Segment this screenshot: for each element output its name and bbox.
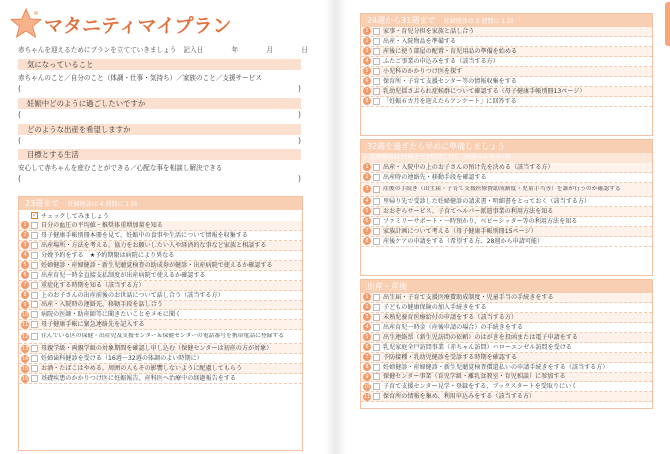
item-text: 乳幼児揺さぶられ症候群について確認する（母子健康手帳別冊13ページ）	[383, 87, 586, 95]
checked-box-icon: ✓	[32, 212, 38, 219]
checkbox[interactable]	[31, 321, 38, 328]
item-text: 出産・入院時の連絡先、移動手段を話し合う	[41, 301, 163, 309]
item-text: 保育所の情報を集め、利用申込みをする（該当する方）	[383, 393, 536, 401]
star-icon	[10, 8, 42, 40]
checklist-item	[19, 301, 302, 311]
item-number: 3	[363, 185, 371, 193]
birth-wish-heading: どのような出産を希望しますか	[18, 124, 301, 135]
date-label: 記入日	[183, 46, 204, 54]
section-title: 24週から31週まで	[367, 16, 436, 25]
pregnancy-wish-heading: 妊娠中どのように過ごしたいですか	[18, 98, 301, 109]
checklist-item	[361, 77, 652, 87]
item-number: 10	[363, 383, 371, 390]
item-number: 1	[363, 293, 371, 301]
checkbox[interactable]	[373, 294, 380, 301]
item-number: 1	[363, 27, 371, 35]
page-tab	[665, 2, 670, 46]
item-number: 3	[21, 241, 29, 249]
checkbox[interactable]	[373, 334, 380, 341]
checkbox[interactable]	[31, 333, 38, 340]
check-header	[19, 210, 302, 221]
checkbox[interactable]	[373, 383, 380, 390]
checkbox[interactable]	[31, 252, 38, 259]
checklist-item	[361, 87, 652, 97]
day-label: 日	[301, 46, 308, 54]
item-text: 出生届・子育て支援医療費助成制度・児童手当の手続きをする	[383, 293, 554, 301]
page-title: マタニティマイプラン	[44, 14, 232, 37]
item-number: 9	[363, 373, 371, 381]
checkbox[interactable]	[373, 28, 380, 35]
item-text: 病院の医師・助産師等に聞きたいことをメモに聞く	[41, 311, 182, 319]
checkbox[interactable]	[373, 186, 380, 193]
item-number: 5	[21, 261, 29, 269]
item-number: 4	[363, 197, 371, 205]
item-number: 2	[363, 173, 371, 181]
concerns-sub: 赤ちゃんのこと／自分のこと（体調・仕事・気持ち）／家族のこと／支援サービス	[18, 74, 262, 82]
checklist-item	[361, 373, 652, 383]
left-page	[0, 0, 325, 454]
checklist-item	[19, 251, 302, 261]
checkbox[interactable]	[373, 88, 380, 95]
checklist-item	[361, 237, 652, 247]
section-title: 23週まで	[25, 199, 60, 208]
item-number: 4	[363, 57, 371, 65]
item-text: 住んでいる区の保健・出産児及支援センター＆保健センターの電話番号を携帯電話に登録する	[41, 333, 285, 340]
item-text: 妊婦歯科健診を受ける（16週～32週の体調のよい時期に）	[41, 355, 203, 363]
item-text: 小児科のかかりつけ医を探す	[383, 67, 463, 75]
pregnancy-wish-field[interactable]	[18, 110, 301, 120]
item-text: 産後ケアの申請をする（希望する方、28週から申請可能）	[383, 237, 544, 245]
checklist	[361, 293, 652, 402]
checkbox[interactable]	[31, 282, 38, 289]
checkbox[interactable]	[31, 222, 38, 229]
item-text: 出産育児一時金直接支払制度が出産病院で使えるか確認する	[41, 271, 206, 279]
item-text: 母子健康手帳に緊急連絡先を記入する	[41, 321, 145, 329]
checklist-item	[361, 207, 652, 217]
checkbox[interactable]	[373, 164, 380, 171]
checkbox[interactable]	[373, 393, 380, 400]
checklist-item	[361, 313, 652, 323]
birth-wish-field[interactable]	[18, 136, 301, 146]
concerns-heading: 気になっていること	[18, 59, 301, 70]
checklist	[361, 163, 652, 247]
checklist-item	[19, 330, 302, 344]
item-number: 4	[21, 251, 29, 259]
checklist-item	[19, 320, 302, 330]
item-text: お酒・たばこはやめる。周囲の人もその影響しないように配慮してもらう	[41, 365, 243, 373]
checkbox[interactable]	[373, 238, 380, 245]
section-header	[361, 280, 652, 293]
checklist-item	[361, 353, 652, 363]
item-number: 16	[21, 375, 29, 382]
checklist-item	[361, 163, 652, 173]
item-number: 5	[363, 67, 371, 75]
checkbox[interactable]	[31, 292, 38, 299]
checkbox[interactable]	[31, 272, 38, 279]
item-text: 予防接種・乳幼児健診を受診する時期を確認する	[383, 353, 518, 361]
item-text: 「妊娠６カ月を迎えたらアンケート」に回答する	[383, 97, 517, 105]
paren-open: (	[18, 110, 22, 119]
item-number: 12	[21, 333, 29, 340]
checkbox[interactable]	[373, 218, 380, 225]
item-text: 妊婦健診・産婦健診・新生児聴覚検査の助成券が健診・出産病院で使えるか確認する	[41, 261, 273, 269]
checklist-item	[361, 57, 652, 67]
section-header	[361, 14, 652, 27]
intro-text: 赤ちゃんを迎えるためにプランを立てていきましょう	[18, 46, 177, 54]
section-24-31-weeks	[360, 13, 653, 136]
checklist-item	[19, 344, 302, 354]
checklist-item	[361, 67, 652, 77]
year-label: 年	[231, 46, 239, 54]
checkbox[interactable]	[31, 262, 38, 269]
item-text: 分娩予約をする ★予約期限は病院により異なる	[41, 251, 175, 259]
item-text: 出産・入院中の上のお子さんの預け先を決める（該当する方）	[383, 163, 554, 171]
checkbox[interactable]	[373, 364, 380, 371]
item-number: 1	[363, 163, 371, 171]
goal-heading: 目標とする生活	[18, 149, 301, 160]
item-number: 9	[21, 301, 29, 309]
item-number: 2	[21, 231, 29, 239]
check-label: チェックしてみましょう	[41, 213, 109, 220]
paren-close: )	[297, 174, 301, 183]
item-number: 6	[363, 217, 371, 225]
checklist-item	[361, 173, 652, 183]
month-label: 月	[266, 46, 273, 54]
checkbox[interactable]	[373, 174, 380, 181]
checklist-item	[19, 354, 302, 364]
checklist-item	[361, 392, 652, 402]
item-number: 6	[21, 271, 29, 279]
checkbox[interactable]	[373, 228, 380, 235]
item-text: 乳児家庭全戸訪問事業（赤ちゃん訪問）ハローエンゼル訪問を受ける	[383, 343, 572, 351]
item-text: 産後の手続き（出生届・子育て支援医療費助成制度・児童手当等）を誰が行うのか確認する	[383, 185, 621, 192]
concerns-field[interactable]	[18, 84, 301, 94]
paren-close: )	[297, 84, 301, 93]
checkbox[interactable]	[373, 38, 380, 45]
checklist-item	[19, 374, 302, 384]
intro-line	[18, 44, 308, 54]
item-number: 15	[21, 365, 29, 372]
checkbox[interactable]	[373, 48, 380, 55]
item-text: 出産育児一時金（産後申請の場合）の手続きをする	[383, 323, 524, 331]
section-title: 32週を過ぎたら早めに準備しましょう	[367, 142, 506, 151]
item-number: 7	[363, 227, 371, 235]
item-text: 保健センター事業（育児学級・離乳食教室・育児相談）に参加する	[383, 373, 566, 381]
checkbox[interactable]	[373, 58, 380, 65]
checklist-item	[19, 310, 302, 320]
item-number: 3	[363, 313, 371, 321]
checkbox[interactable]	[373, 304, 380, 311]
checklist-item	[361, 183, 652, 197]
section-note: 妊婦健診は35週まで2週間に1回、36週から毎週1回	[361, 153, 652, 163]
section-header	[361, 140, 652, 153]
item-text: 出産・入院物品を準備する	[383, 37, 457, 45]
checklist-item	[19, 241, 302, 251]
item-number: 6	[363, 77, 371, 85]
checkbox[interactable]	[373, 78, 380, 85]
checklist-item	[19, 231, 302, 241]
checklist-item	[361, 303, 652, 313]
checklist-item	[361, 37, 652, 47]
item-number: 4	[363, 323, 371, 331]
goal-sub: 安心して赤ちゃんを産むことができる／心配な事を相談し解決できる	[18, 164, 223, 172]
item-text: 重症化する時期を知る（該当する方）	[41, 281, 145, 289]
checkbox[interactable]	[373, 314, 380, 321]
item-number: 11	[363, 393, 371, 400]
checklist-item	[361, 47, 652, 57]
checklist-item	[19, 291, 302, 301]
checkbox[interactable]	[31, 242, 38, 249]
item-number: 8	[21, 291, 29, 299]
item-number: 8	[363, 363, 371, 371]
checklist-item	[361, 197, 652, 207]
item-text: 産後に使う部屋の配置・育児用品の準備を始める	[383, 47, 518, 55]
section-note: 妊婦健診は 4 週間に 1 回	[67, 201, 137, 208]
checkbox[interactable]	[31, 301, 38, 308]
checkbox[interactable]	[373, 68, 380, 75]
item-number: 5	[363, 333, 371, 341]
item-text: 家族計画について考える（母子健康手帳別冊15ページ）	[383, 227, 537, 235]
item-text: 出産場所・方法を考える。協力をお願いしたい人や経済的な事など家族と相談する	[41, 241, 267, 249]
checkbox[interactable]	[373, 354, 380, 361]
checkbox[interactable]	[373, 198, 380, 205]
item-number: 11	[21, 321, 29, 328]
item-text: 妊婦健診・産婦健診・新生児聴覚検査償還払いの申請手続きをする（該当する方）	[383, 363, 609, 371]
item-number: 3	[363, 47, 371, 55]
item-text: 出産時の連絡先・移動手段を確認する	[383, 173, 487, 181]
checklist-item	[361, 293, 652, 303]
item-number: 8	[363, 97, 371, 105]
item-text: 保育所・子育て支援センター等の情報収集をする	[383, 77, 517, 85]
checklist-item	[361, 382, 652, 392]
right-page	[346, 0, 670, 454]
item-number: 7	[363, 353, 371, 361]
paren-close: )	[297, 110, 301, 119]
item-text: 子どもの健康保険の加入手続きをする	[383, 303, 487, 311]
item-number: 13	[21, 345, 29, 352]
checkbox[interactable]	[373, 98, 380, 105]
item-number: 5	[363, 207, 371, 215]
item-number: 6	[363, 343, 371, 351]
item-text: 自分の血圧の平均値・推奨体重増加量を知る	[41, 221, 163, 229]
checklist-item	[19, 261, 302, 271]
paren-close: )	[297, 136, 301, 145]
checkbox[interactable]	[31, 232, 38, 239]
item-number: 7	[363, 87, 371, 95]
checkbox[interactable]	[31, 345, 38, 352]
checklist-item	[361, 363, 652, 373]
item-number: 2	[363, 37, 371, 45]
checklist-item	[19, 271, 302, 281]
item-number: 10	[21, 311, 29, 318]
item-text: 家事・育児分担を家族と話し合う	[383, 27, 475, 35]
paren-open: (	[18, 174, 22, 183]
section-header	[19, 197, 302, 210]
item-number: 7	[21, 281, 29, 289]
item-text: 上のお子さんの出産前後のお世話について話し合う（該当する方）	[41, 291, 224, 299]
item-number: 14	[21, 355, 29, 362]
checklist-item	[19, 221, 302, 231]
item-text: 基礎疾患のかかりつけ医に妊娠報告、産科医へ治療中の経過報告をする	[41, 375, 236, 383]
item-text: 子育て支援センター見学・登録をする、ブックスタートを受取りにいく	[383, 383, 578, 391]
checklist	[361, 27, 652, 107]
checkbox[interactable]	[373, 208, 380, 215]
item-text: 母子健康手帳別冊本冊を見て、妊娠中の食事や生活について情報を収集する	[41, 231, 248, 239]
checklist	[19, 221, 302, 384]
item-text: 未熟児養育医療給付の申請をする（該当する方）	[383, 313, 518, 321]
checkbox[interactable]	[373, 324, 380, 331]
checkbox[interactable]	[31, 355, 38, 362]
page-gutter	[325, 0, 346, 454]
checklist-item	[361, 323, 652, 333]
checkbox[interactable]	[31, 375, 38, 382]
section-birth-postpartum	[360, 279, 653, 409]
item-number: 2	[363, 303, 371, 311]
paren-open: (	[18, 84, 22, 93]
checkbox[interactable]	[31, 311, 38, 318]
checkbox[interactable]	[373, 344, 380, 351]
checkbox[interactable]	[31, 365, 38, 372]
item-number: 8	[363, 237, 371, 245]
checklist-item	[361, 333, 652, 343]
checklist-item	[361, 217, 652, 227]
checklist-item	[361, 343, 652, 353]
paren-open: (	[18, 136, 22, 145]
item-text: ファミリーサポート・一時預かり、ベビーシッター等の利用方法を知る	[383, 217, 578, 225]
item-text: 里帰り先で受診した妊婦健診の請求書・明細書をとっておく（該当する方）	[383, 197, 591, 205]
section-after-32-weeks	[360, 139, 653, 276]
item-text: 出生連絡票（新生児訪問の依頼）のはがきを投函または電子申請をする	[383, 333, 578, 341]
section-note: 妊婦健診は 2 週間に 1 回	[443, 18, 514, 25]
checklist-item	[361, 227, 652, 237]
checklist-item	[19, 364, 302, 374]
checklist-item	[361, 27, 652, 37]
checklist-item	[19, 281, 302, 291]
goal-field[interactable]	[18, 174, 301, 184]
section-title: 出産・産後	[367, 282, 407, 291]
title-block	[10, 6, 232, 42]
item-text: ふたご事業の申込みをする（該当する方）	[383, 57, 499, 65]
item-text: おおぞらサービス、子育てヘルパー派遣事業の利用方法を知る	[383, 207, 554, 215]
item-number: 1	[21, 221, 29, 229]
item-text: 母親学級・両親学級の対象期間を確認し申し込む（保健センターは初産の方が対象）	[41, 345, 273, 353]
checkbox[interactable]	[373, 373, 380, 380]
section-until-23-weeks	[18, 196, 303, 451]
checklist-item	[361, 97, 652, 107]
